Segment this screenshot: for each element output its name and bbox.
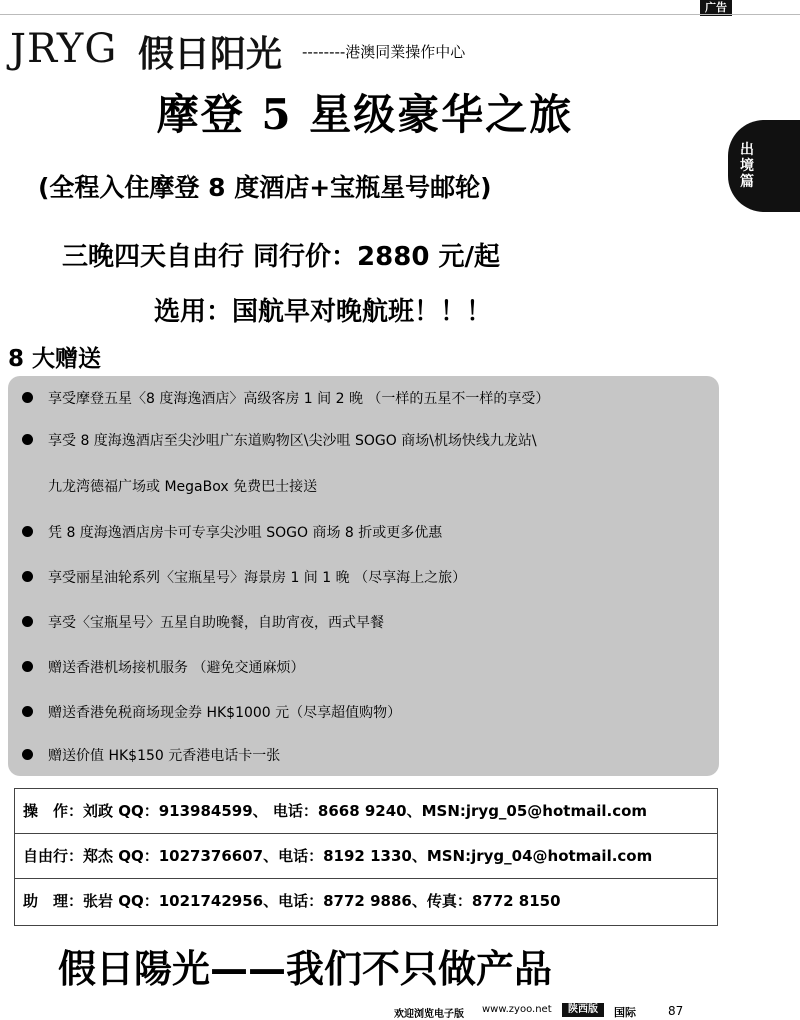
- benefit-item: 赠送香港免税商场现金券 HK$1000 元（尽享超值购物）: [48, 705, 402, 721]
- slogan: 假日陽光——我们不只做产品: [58, 947, 553, 991]
- page-title: 摩登 5 星级豪华之旅: [156, 90, 574, 139]
- bullet-icon: [22, 434, 33, 445]
- footer-welcome: 欢迎浏览电子版: [394, 1009, 464, 1020]
- price-line: 三晚四天自由行 同行价：2880 元/起: [62, 242, 500, 272]
- benefits-panel: [8, 376, 719, 776]
- benefit-item: 享受〈宝瓶星号〉五星自助晚餐，自助宵夜，西式早餐: [48, 615, 384, 631]
- section-tab-label: 出境篇: [740, 142, 754, 190]
- top-rule: [0, 14, 800, 15]
- page-number: 87: [668, 1004, 684, 1018]
- logo-tagline: --------港澳同業操作中心: [302, 43, 466, 61]
- contact-row: 自由行：郑杰 QQ：1027376607、电话：8192 1330、MSN:jryg_04@hotmail.com: [15, 834, 717, 879]
- benefit-item: 赠送价值 HK$150 元香港电话卡一张: [48, 748, 281, 764]
- benefit-item: 凭 8 度海逸酒店房卡可专享尖沙咀 SOGO 商场 8 折或更多优惠: [48, 525, 443, 541]
- bullet-icon: [22, 571, 33, 582]
- bullet-icon: [22, 392, 33, 403]
- benefit-item: 享受摩登五星〈8 度海逸酒店〉高级客房 1 间 2 晚 （一样的五星不一样的享受）: [48, 391, 550, 407]
- bullet-icon: [22, 616, 33, 627]
- ad-tag: 广告: [700, 0, 732, 16]
- bullet-icon: [22, 706, 33, 717]
- bullet-icon: [22, 526, 33, 537]
- benefit-item: 享受丽星油轮系列〈宝瓶星号〉海景房 1 间 1 晚 （尽享海上之旅）: [48, 570, 467, 586]
- logo-chinese: 假日阳光: [138, 34, 283, 75]
- gifts-heading: 8 大赠送: [8, 346, 102, 372]
- bullet-icon: [22, 749, 33, 760]
- logo-latin: JRYG: [10, 26, 118, 72]
- contact-row: 操 作：刘政 QQ：913984599、 电话：8668 9240、MSN:jryg_05@hotmail.com: [15, 789, 717, 834]
- benefit-item: 赠送香港机场接机服务 （避免交通麻烦）: [48, 660, 305, 676]
- section-tab: [728, 120, 800, 212]
- bullet-icon: [22, 661, 33, 672]
- benefit-item: 享受 8 度海逸酒店至尖沙咀广东道购物区\尖沙咀 SOGO 商场\机场快线九龙站\: [48, 433, 537, 449]
- contact-row: 助 理：张岩 QQ：1021742956、电话：8772 9886、传真：8772 8150: [23, 892, 561, 910]
- contact-table: [14, 788, 718, 926]
- flight-line: 选用：国航早对晚航班！！！: [154, 297, 493, 327]
- footer-website-link[interactable]: www.zyoo.net: [482, 1004, 552, 1015]
- subtitle: (全程入住摩登 8 度酒店+宝瓶星号邮轮): [38, 173, 492, 202]
- benefit-item-continued: 九龙湾德福广场或 MegaBox 免费巴士接送: [48, 479, 318, 495]
- footer-edition-badge: 陕西版: [562, 1003, 604, 1017]
- footer-section: 国际: [614, 1006, 636, 1019]
